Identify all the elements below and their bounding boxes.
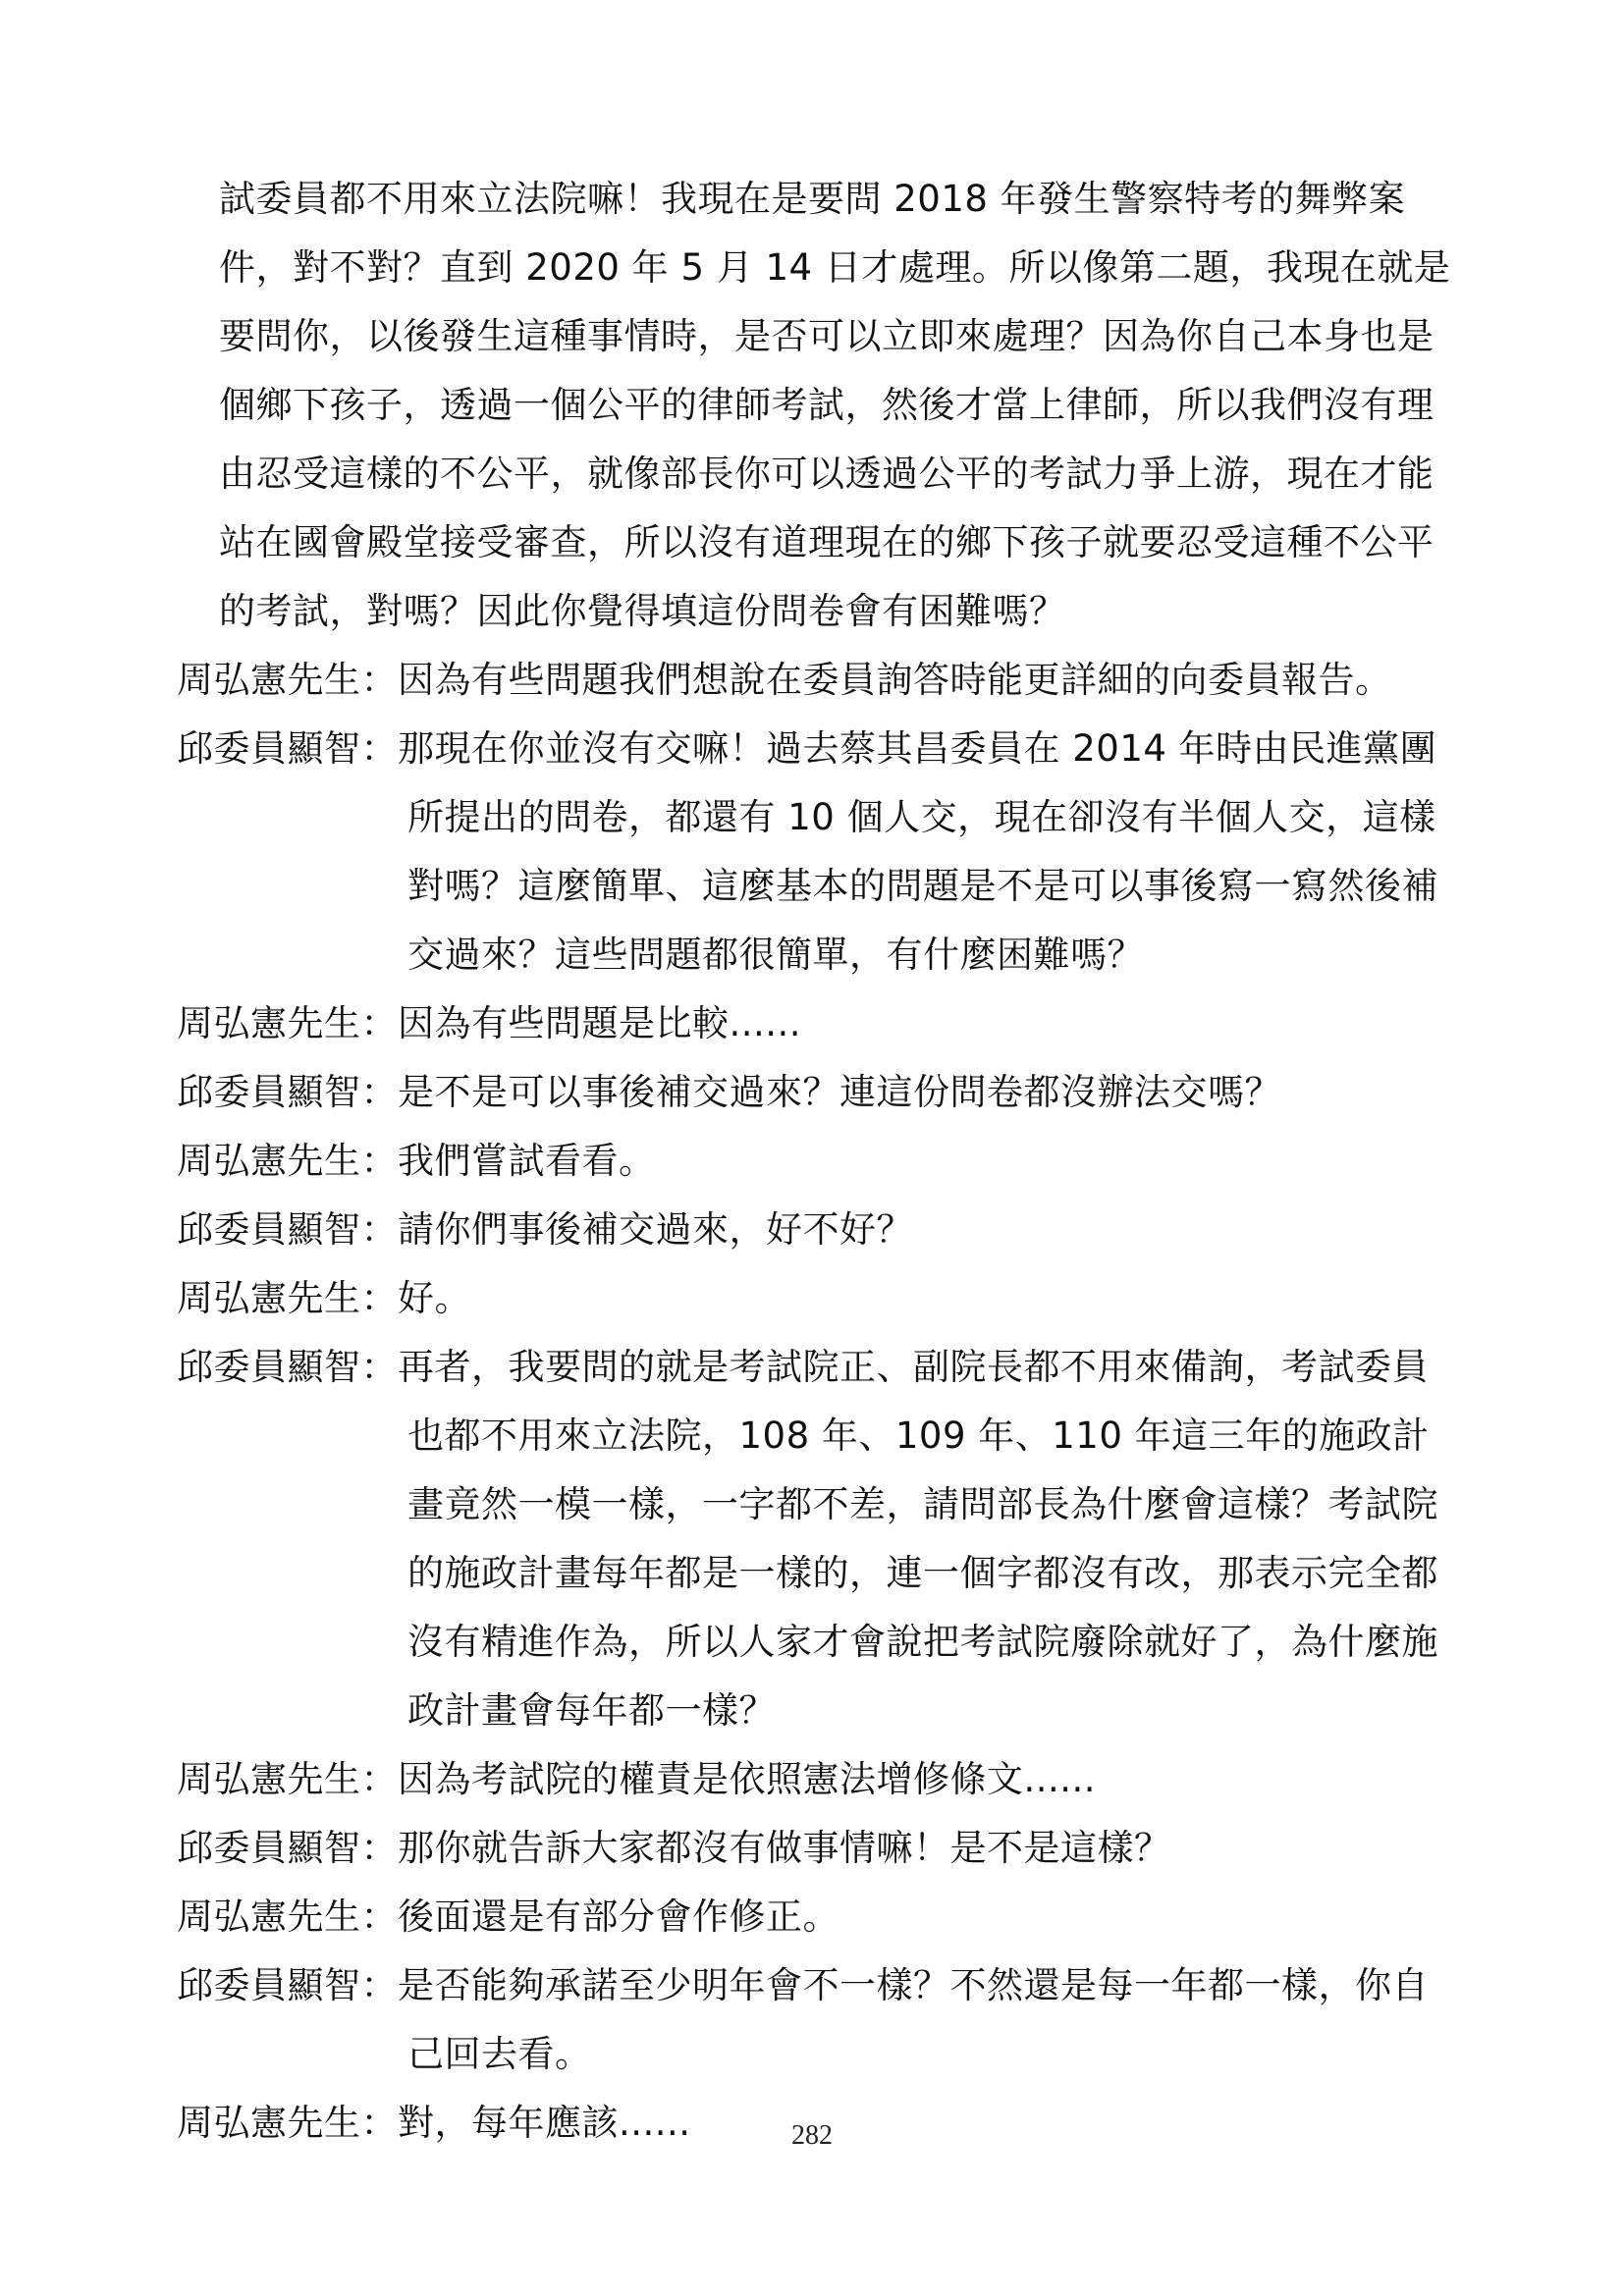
speaker-colon: ： [360, 2102, 398, 2144]
speech-text: 因為考試院的權責是依照憲法增修條文...... [398, 1758, 1097, 1800]
transcript-entry [177, 1058, 1453, 1127]
transcript-entry [177, 989, 1453, 1058]
transcript-entry [177, 1264, 1453, 1333]
speech-text: 是否能夠承諾至少明年會不一樣？不然還是每一年都一樣，你自己回去看。 [398, 1964, 1429, 2075]
speaker-name: 邱委員顯智 [177, 1964, 361, 2006]
speaker-name: 邱委員顯智 [177, 1071, 361, 1113]
speech-text: 請你們事後補交過來，好不好？ [398, 1208, 913, 1251]
speech-text: 對，每年應該...... [398, 2102, 691, 2144]
speaker-colon: ： [360, 1896, 398, 1938]
speech-text: 是不是可以事後補交過來？連這份問卷都沒辦法交嗎？ [398, 1071, 1281, 1113]
transcript-entry [177, 1196, 1453, 1264]
speaker-colon: ： [360, 1002, 398, 1044]
speaker-name: 周弘憲先生 [177, 1758, 361, 1800]
transcript [177, 165, 1453, 2158]
speaker-colon: ： [360, 1140, 398, 1182]
speaker-colon: ： [360, 659, 398, 701]
speaker-name: 邱委員顯智 [177, 1827, 361, 1869]
speech-text: 因為有些問題是比較...... [398, 1002, 802, 1044]
transcript-entry [177, 1814, 1453, 1883]
transcript-entry [177, 1883, 1453, 1951]
speaker-name: 邱委員顯智 [177, 727, 361, 770]
speech-text: 因為有些問題我們想說在委員詢答時能更詳細的向委員報告。 [398, 659, 1392, 701]
speaker-colon: ： [360, 1346, 398, 1388]
speaker-colon: ： [360, 1277, 398, 1319]
transcript-entry [177, 1333, 1453, 1745]
speaker-colon: ： [360, 727, 398, 770]
transcript-continuation [177, 165, 1453, 646]
speech-text: 那你就告訴大家都沒有做事情嘛！是不是這樣？ [398, 1827, 1171, 1869]
speaker-name: 周弘憲先生 [177, 2102, 361, 2144]
speech-text: 再者，我要問的就是考試院正、副院長都不用來備詢，考試委員也都不用來立法院，108 年、109 年、110 年這三年的施政計畫竟然一模一樣，一字都不差，請問部長為什麼會這樣？考試院的施政計畫每年都是一樣的，連一個字都沒有改，那表示完全都沒有精進作為，所以人家才會說把考試院廢除就好了，為什麼施政計畫會每年都一樣？ [398, 1346, 1438, 1732]
speaker-colon: ： [360, 1758, 398, 1800]
speech-text: 後面還是有部分會作修正。 [398, 1896, 839, 1938]
speaker-name: 周弘憲先生 [177, 659, 361, 701]
transcript-entry [177, 1745, 1453, 1814]
speech-text: 好。 [398, 1277, 471, 1319]
speaker-colon: ： [360, 1071, 398, 1113]
speaker-name: 邱委員顯智 [177, 1346, 361, 1388]
speaker-name: 邱委員顯智 [177, 1208, 361, 1251]
continuation-text: 試委員都不用來立法院嘛！我現在是要問 2018 年發生警察特考的舞弊案件，對不對？直到 2020 年 5 月 14 日才處理。所以像第二題，我現在就是要問你，以後發生這種事情時，是否可以立即來處理？因為你自己本身也是個鄉下孩子，透過一個公平的律師考試，然後才當上律師，所以我們沒有理由忍受這樣的不公平，就像部長你可以透過公平的考試力爭上游，現在才能站在國會殿堂接受審查，所以沒有道理現在的鄉下孩子就要忍受這種不公平的考試，對嗎？因此你覺得填這份問卷會有困難嗎？ [219, 178, 1451, 632]
transcript-entry [177, 1951, 1453, 2089]
speaker-colon: ： [360, 1208, 398, 1251]
speaker-colon: ： [360, 1964, 398, 2006]
speech-text: 那現在你並沒有交嘛！過去蔡其昌委員在 2014 年時由民進黨團所提出的問卷，都還有 10 個人交，現在卻沒有半個人交，這樣對嗎？這麼簡單、這麼基本的問題是不是可以事後寫一寫然後補交過來？這些問題都很簡單，有什麼困難嗎？ [398, 727, 1438, 976]
page-number: 282 [791, 2120, 833, 2151]
transcript-entry [177, 646, 1453, 715]
speaker-name: 周弘憲先生 [177, 1140, 361, 1182]
speaker-colon: ： [360, 1827, 398, 1869]
speech-text: 我們嘗試看看。 [398, 1140, 656, 1182]
speaker-name: 周弘憲先生 [177, 1002, 361, 1044]
transcript-entry [177, 1127, 1453, 1196]
speaker-name: 周弘憲先生 [177, 1896, 361, 1938]
transcript-entry [177, 715, 1453, 989]
speaker-name: 周弘憲先生 [177, 1277, 361, 1319]
